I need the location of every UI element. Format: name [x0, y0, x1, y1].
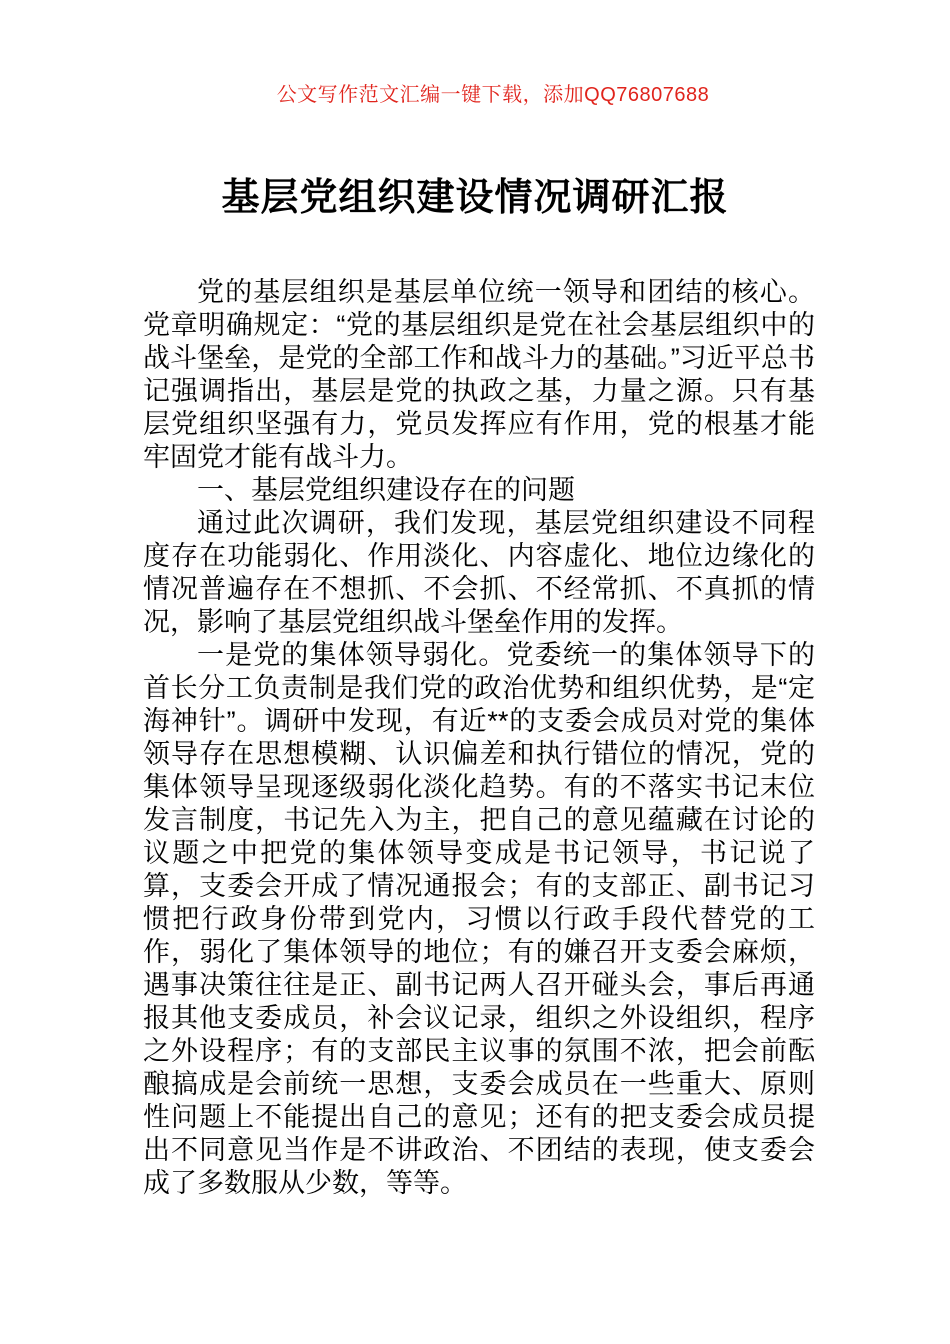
- paragraph-intro: 党的基层组织是基层单位统一领导和团结的核心。党章明确规定：“党的基层组织是党在社会基层组织中的战斗堡垒，是党的全部工作和战斗力的基础。”习近平总书记强调指出，基层是党的执政之基，力量之源。只有基层党组织坚强有力，党员发挥应有作用，党的根基才能牢固党才能有战斗力。: [143, 277, 815, 472]
- section-heading-problems: 一、基层党组织建设存在的问题: [197, 475, 575, 505]
- paragraph-collective-leadership: 一是党的集体领导弱化。党委统一的集体领导下的首长分工负责制是我们党的政治优势和组织优势，是“定海神针”。调研中发现，有近**的支委会成员对党的集体领导存在思想模糊、认识偏差和执行错位的情况，党的集体领导呈现逐级弱化淡化趋势。有的不落实书记末位发言制度，书记先入为主，把自己的意见蕴藏在讨论的议题之中把党的集体领导变成是书记领导，书记说了算，支委会开成了情况通报会；有的支部正、副书记习惯把行政身份带到党内，习惯以行政手段代替党的工作，弱化了集体领导的地位；有的嫌召开支委会麻烦，遇事决策往往是正、副书记两人召开碰头会，事后再通报其他支委成员，补会议记录，组织之外设组织，程序之外设程序；有的支部民主议事的氛围不浓，把会前酝酿搞成是会前统一思想，支委会成员在一些重大、原则性问题上不能提出自己的意见；还有的把支委会成员提出不同意见当作是不讲政治、不团结的表现，使支委会成了多数服从少数，等等。: [143, 640, 815, 1198]
- page-title: 基层党组织建设情况调研汇报: [221, 177, 729, 219]
- paragraph-findings: 通过此次调研，我们发现，基层党组织建设不同程度存在功能弱化、作用淡化、内容虚化、地位边缘化的情况普遍存在不想抓、不会抓、不经常抓、不真抓的情况，影响了基层党组织战斗堡垒作用的发挥。: [143, 508, 815, 637]
- promo-banner: 公文写作范文汇编一键下载，添加QQ76807688: [276, 84, 710, 106]
- document-body: [143, 276, 815, 1200]
